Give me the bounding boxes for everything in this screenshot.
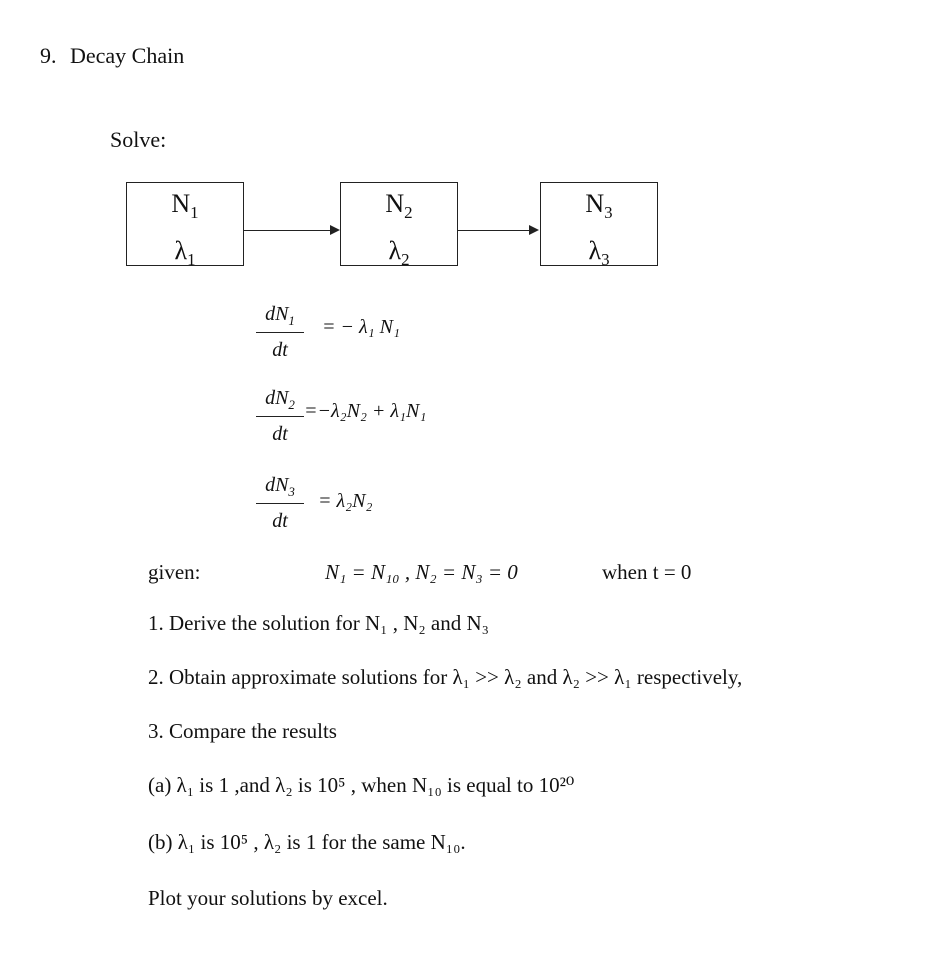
equation-1-numerator: dN xyxy=(265,303,289,325)
section-heading xyxy=(40,43,184,69)
equation-1-rhs: = − λ₁ N₁ xyxy=(322,316,400,338)
box-n1-lambda: λ xyxy=(174,236,188,266)
item-2: 2. Obtain approximate solutions for λ₁ >> λ₂ and λ₂ >> λ₁ respectively, xyxy=(148,665,743,689)
equation-3-numerator: dN xyxy=(265,474,289,496)
item-3b: (b) λ₁ is 10⁵ , λ₂ is 1 for the same N₁₀. xyxy=(148,830,466,854)
initial-condition: N₁ = N₁₀ , N₂ = N₃ = 0 xyxy=(325,560,518,584)
equation-3-rhs: = λ₂N₂ xyxy=(318,490,373,512)
given-label: given: xyxy=(148,560,201,584)
equation-1-numerator-sub: 1 xyxy=(288,313,295,328)
item-3: 3. Compare the results xyxy=(148,719,337,743)
box-n2-lambda: λ xyxy=(388,236,402,266)
final-instruction: Plot your solutions by excel. xyxy=(148,886,388,910)
box-n1-label: N xyxy=(171,189,191,218)
box-n2 xyxy=(340,182,458,270)
box-n3-label: N xyxy=(585,189,605,218)
equation-2-denominator: dt xyxy=(272,423,288,445)
section-number: 9. xyxy=(40,43,57,68)
box-n2-lambda-sub: 2 xyxy=(401,250,410,270)
solve-label: Solve: xyxy=(110,127,167,152)
equation-3-denominator: dt xyxy=(272,510,288,532)
box-n3-sub: 3 xyxy=(604,203,613,223)
box-n2-sub: 2 xyxy=(404,203,413,223)
box-n3 xyxy=(540,182,658,270)
box-n1-sub: 1 xyxy=(190,203,199,223)
box-n2-label: N xyxy=(385,189,405,218)
section-title: Decay Chain xyxy=(70,43,185,68)
box-n3-lambda-sub: 3 xyxy=(601,250,610,270)
equation-1-denominator: dt xyxy=(272,339,288,361)
box-n1-lambda-sub: 1 xyxy=(187,250,196,270)
equation-2-rhs: =−λ₂N₂ + λ₁N₁ xyxy=(304,400,427,422)
equation-2-fraction xyxy=(256,387,304,446)
equation-3-numerator-sub: 3 xyxy=(288,484,295,499)
equation-2-numerator: dN xyxy=(265,387,289,409)
arrow-1-to-2 xyxy=(243,230,338,231)
item-1: 1. Derive the solution for N₁ , N₂ and N₃ xyxy=(148,611,489,635)
arrow-2-to-3 xyxy=(457,230,537,231)
equation-2-numerator-sub: 2 xyxy=(288,397,295,412)
equation-1-fraction xyxy=(256,303,304,362)
box-n1 xyxy=(126,182,244,270)
item-3a: (a) λ₁ is 1 ,and λ₂ is 10⁵ , when N₁₀ is equal to 10²⁰ xyxy=(148,773,575,797)
initial-time: when t = 0 xyxy=(602,560,692,584)
equation-3-fraction xyxy=(256,474,304,533)
box-n3-lambda: λ xyxy=(588,236,602,266)
